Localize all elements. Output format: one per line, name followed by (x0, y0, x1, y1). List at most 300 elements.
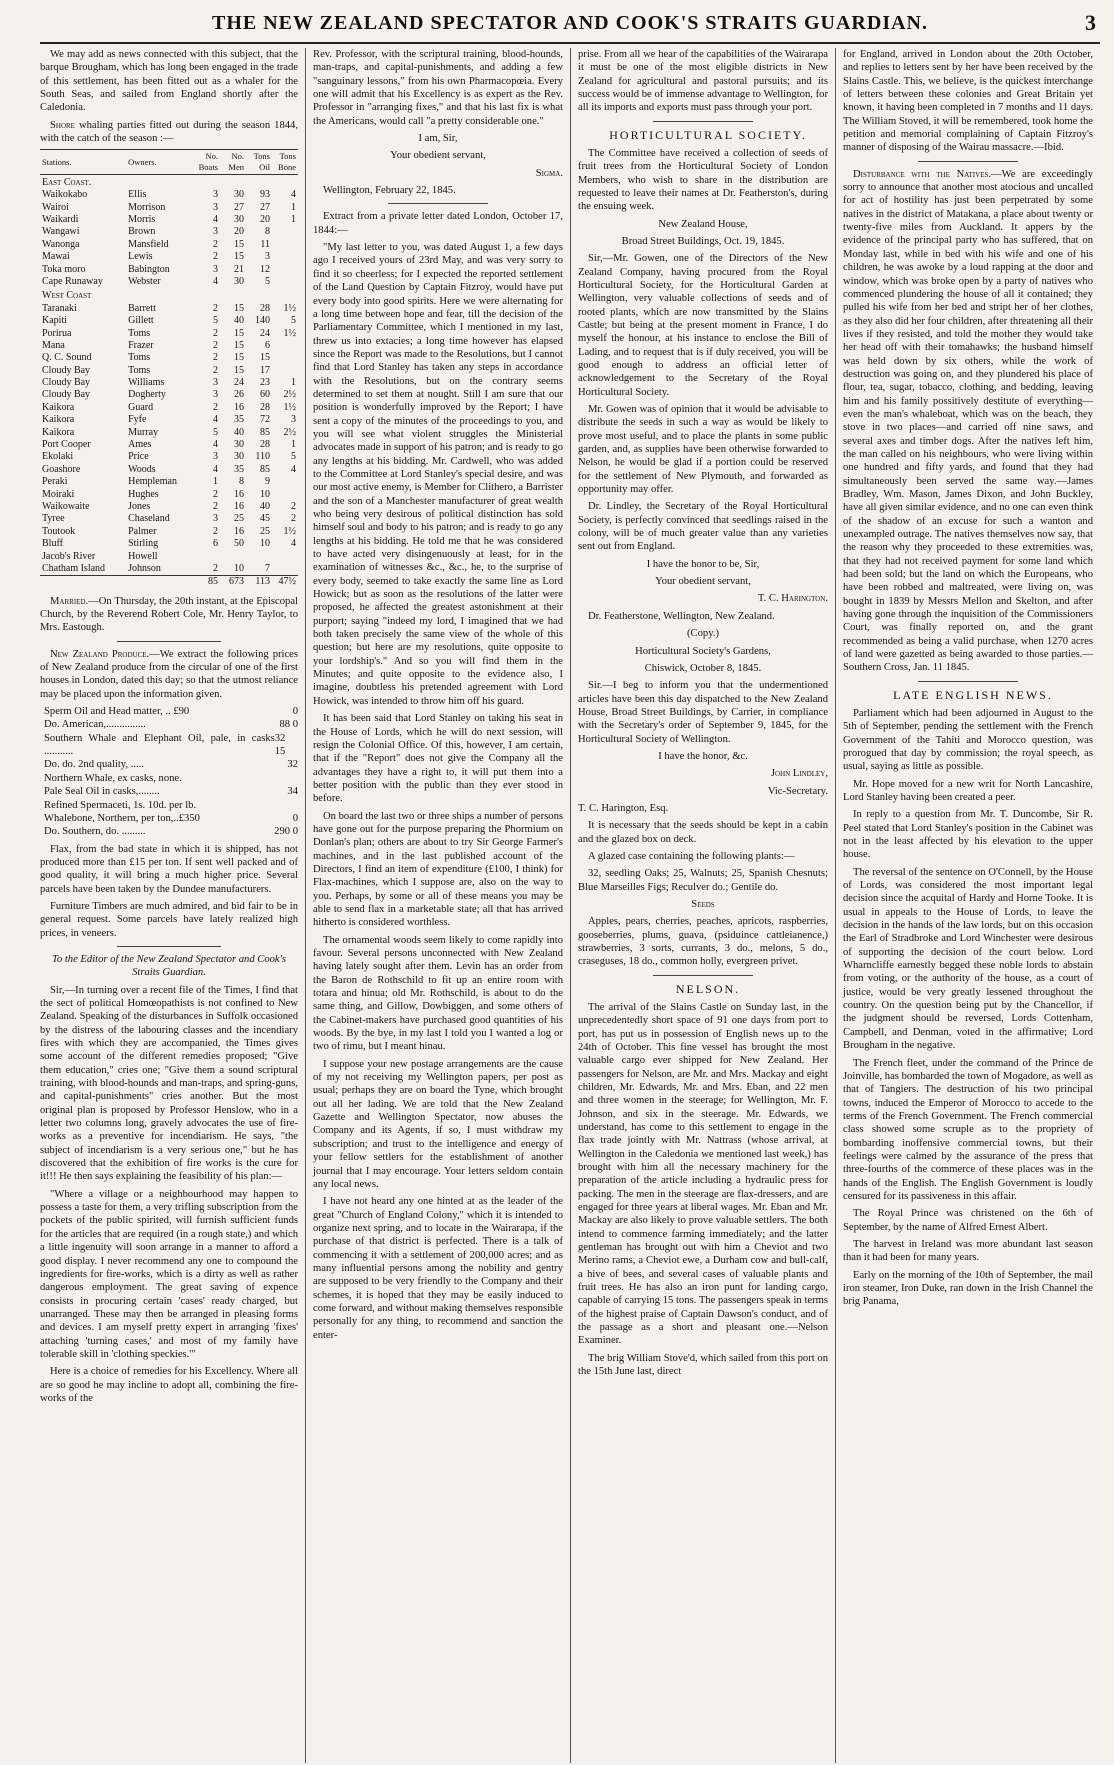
table-cell: 24 (260, 327, 270, 339)
table-cell: 5 (291, 315, 296, 327)
table-cell: Williams (128, 377, 165, 389)
table-cell (220, 551, 246, 563)
table-row (40, 189, 298, 201)
divider (918, 681, 1018, 682)
section-heading-late-news: LATE ENGLISH NEWS. (893, 687, 1053, 702)
table-cell: 21 (234, 263, 244, 275)
letter-signature: Sigma. (535, 167, 563, 179)
table-cell: 16 (234, 525, 244, 537)
table-cell: Waikardi (42, 213, 79, 225)
table-cell: 30 (234, 439, 244, 451)
table-cell: 27 (260, 201, 270, 213)
table-cell: 2 (291, 500, 296, 512)
nelson-article: The brig William Stove'd, which sailed from this port on the 15th June last, direct (578, 1352, 828, 1378)
price-item: Sperm Oil and Head matter, .. £90 (44, 706, 190, 718)
table-cell: Toka moro (42, 263, 86, 275)
table-cell: 2 (213, 488, 218, 500)
table-cell: Toms (128, 352, 151, 364)
table-cell: Brown (128, 226, 156, 238)
table-cell (272, 251, 298, 263)
shore-lead: Shore (50, 119, 75, 131)
table-cell: Mansfield (128, 238, 169, 250)
table-row (40, 303, 298, 315)
table-cell: 2 (213, 339, 218, 351)
table-cell: 23 (260, 377, 270, 389)
table-row (40, 551, 298, 563)
table-cell: Howell (128, 550, 158, 562)
letter-body: Sir,—In turning over a recent file of the Times, I find that the sect of political Homœopathists is not confined to New Zealand. Speaking of the disturbances in Suffolk occasioned by the distress of the labouring classes and the incendiary fires with which they are accompanied, the Times gives some account of the different remedies proposed; "Give them education," cries one; "Give them a sound scriptural training, with blood-hounds and man-traps, and spring-guns, and capital-punishments" cries another. But the most original plan is proposed by Professor Henslow, who in a letter two columns long, gravely advocates the use of fire-works as a preventive for incendiarism. He says, "the subject of incendiarism is a very serious one," but he has discovered that the exhibition of fire works is the cure for it!!! He then says explaining the feasibility of his plan:— (40, 984, 298, 1183)
late-news-item: Early on the morning of the 10th of September, the mail iron steamer, Iron Duke, ran down in the Irish Channel the brig Panama, (843, 1269, 1093, 1308)
header-oil: Tons Oil (246, 150, 272, 174)
article-timber: Furniture Timbers are much admired, and bid fair to be in general request. Some parcels have lately realized high prices, in veneers. (40, 900, 298, 939)
table-cell: Frazer (128, 339, 154, 351)
table-cell: Barrett (128, 302, 156, 314)
table-cell: 3 (291, 414, 296, 426)
price-row (40, 772, 298, 785)
table-total-cell: 47½ (272, 576, 298, 589)
table-cell: 1 (291, 201, 296, 213)
letter-body: Here is a choice of remedies for his Excellency. Where all are so good he may incline to adopt all, combining the fire-works of the (40, 1366, 298, 1404)
table-cell: 6 (265, 339, 270, 351)
table-row (40, 377, 298, 389)
table-cell: 60 (260, 389, 270, 401)
table-cell: 5 (213, 315, 218, 327)
table-cell: Mawai (42, 251, 70, 263)
table-cell: Fyfe (128, 414, 147, 426)
table-row (40, 251, 298, 263)
section-heading-horticultural: HORTICULTURAL SOCIETY. (609, 127, 807, 142)
table-cell: 4 (291, 189, 296, 201)
price-value: 0 (292, 706, 298, 718)
table-cell: 28 (260, 439, 270, 451)
table-row (40, 202, 298, 214)
table-cell: Bluff (42, 538, 63, 550)
table-cell: 1½ (283, 302, 296, 314)
price-row (40, 705, 298, 718)
table-cell: Palmer (128, 525, 157, 537)
table-cell: 30 (234, 275, 244, 287)
table-cell: 16 (234, 401, 244, 413)
table-section-label: East Coast. (42, 176, 92, 188)
table-cell (272, 365, 298, 377)
table-cell: 4 (291, 463, 296, 475)
table-cell: Wangawi (42, 226, 80, 238)
whaling-table-body (40, 174, 298, 588)
table-cell: 26 (234, 389, 244, 401)
table-cell: 3 (213, 226, 218, 238)
table-row (40, 439, 298, 451)
table-cell: 5 (291, 451, 296, 463)
table-section-row (40, 288, 298, 302)
seeds-note: It is necessary that the seeds should be kept in a cabin and the glazed box on deck. (578, 820, 828, 845)
disturbance-text: —We are exceedingly sorry to announce that another most atocious and uncalled for act of hostility has just been perpetrated by some natives in the district of Matakana, a place about twenty or twenty-five miles from Auckland. It appers by the evidence of the principal party who has suffered, that on Monday last, while in bed with his wife and one of his children, he was awoke by a loud rapping at the door and window, which was broke open by a party of natives who commenced plundering the house of all it contained; they pulled his wife from her bed and stript her of her clothes, as they also did her four children, after threatening all their lives if they resisted, and told the mother they would take her head off with their tomahawks; the husband himself was held down by six others, while the work of destruction was going on, and they plundered his place of flour, tea, sugar, tobacco, clothing, and bedding, leaving him and his family possitively destitute of everything—even the man's whaleboat, which was on the beach, they stove in two places—and carried off nine saws, and several axes and timber dogs. After the natives left him, the man called on his neighbours, who were living within one hundred and fifty yards, and found that they had simultaneously been served the same way.—James Bradley, Wm. Mason, James Dixon, and John Buckley, have all given similar evidence, and no one can even think of the shadow of an excuse for such a wanton and unexampled outrage. The natives themselves now say, that the reason why they proceeded to these extremities was, that they had not received payment for some land which had been sold; but the land on which the Europeans, who have been robbed and maltreated, were living on, was bought in 1839 by Messrs Mellon and Skelton, and after having gone through the inquisition of the Commissioners Court, was finally reported on, and the grant recommended as being a valid purchase, when 1270 acres of land were gazetted as being awarded to those parties.—Southern Cross, Jan. 11 1845. (843, 168, 1093, 674)
letter-dateline: Wellington, February 22, 1845. (323, 185, 456, 197)
table-cell: Goashore (42, 463, 81, 475)
price-row (40, 732, 298, 759)
table-cell: Murray (128, 426, 159, 438)
copy-address: Horticultural Society's Gardens, (635, 645, 771, 657)
table-row (40, 427, 298, 439)
horticultural-signoff: I have the honor to be, Sir, (646, 558, 760, 570)
table-cell: 10 (260, 488, 270, 500)
price-item: Do. American,............... (44, 719, 146, 731)
copy-signature: John Lindley, (770, 768, 828, 780)
late-news-item: The harvest in Ireland was more abundant last season than it had been for many years. (843, 1238, 1093, 1264)
table-cell: Guard (128, 401, 154, 413)
table-cell (272, 352, 298, 364)
horticultural-intro: The Committee have received a collection of seeds of fruit trees from the Horticultural Society of London Members, who wish to share in the distribution are requested to leave their names at Dr. Featherston's, during the ensuing week. (578, 147, 828, 213)
copy-recipient: T. C. Harington, Esq. (578, 802, 669, 814)
married-lead: Married. (50, 595, 89, 607)
table-cell: 16 (234, 488, 244, 500)
copy-signoff: I have the honor, &c. (658, 750, 748, 762)
table-cell: 3 (265, 251, 270, 263)
table-cell: 17 (260, 364, 270, 376)
table-cell: 35 (234, 414, 244, 426)
nelson-continued: for England, arrived in London about the 20th October, and replies to letters sent by her have been received by the Slains Castle. This, we believe, is the quickest interchange of letters between these colonies and Great Britain yet known, it having been completed in 7 months and 11 days. The William Stoved, it will be remembered, took home the petition and memorial complaining of Captain Fitzroy's manner of disposing of the Wairau massacre.—Ibid. (843, 49, 1093, 154)
table-cell: 2 (213, 352, 218, 364)
table-cell: 25 (260, 525, 270, 537)
columns (40, 48, 1100, 1763)
table-cell: 5 (265, 275, 270, 287)
horticultural-recipient: Dr. Featherstone, Wellington, New Zealand. (588, 610, 775, 622)
produce-lead: New Zealand Produce. (50, 648, 150, 660)
table-cell: Ames (128, 439, 152, 451)
seeds-heading: Seeds (691, 899, 715, 911)
table-cell: Toutook (42, 525, 76, 537)
table-cell: 40 (234, 426, 244, 438)
table-cell: 72 (260, 414, 270, 426)
price-item: Northern Whale, ex casks, none. (44, 772, 182, 784)
table-cell: 140 (255, 315, 270, 327)
extract-body: I have not heard any one hinted at as the leader of the great "Church of England Colony," which it is intended to organize next spring, and to locate in the Wairarapa, if the purchase of that district is perfected. There is a talk of commencing it with a settlement of 200,000 acres; and as many influential persons among the nobility and gentry are supposed to be very friendly to the Company and their schemes, it is hoped that they may be easily induced to come forward, and without making themselves responsible personally for any thing, to recommend and sanction the enter- (313, 1196, 563, 1341)
table-cell: 1 (291, 377, 296, 389)
price-value: 32 (287, 759, 298, 771)
table-row (40, 352, 298, 364)
table-cell: 2 (291, 513, 296, 525)
table-cell (272, 476, 298, 488)
price-item: Whalebone, Northern, per ton,..£350 (44, 812, 200, 824)
table-cell: 30 (234, 189, 244, 201)
table-cell: 2 (213, 364, 218, 376)
price-list (40, 705, 298, 838)
table-cell: 40 (260, 500, 270, 512)
table-row (40, 315, 298, 327)
page-number: 3 (1085, 10, 1096, 35)
article-brougham: We may add as news connected with this subject, that the barque Brougham, which has long been engaged in the trade of this settlement, has been fitted out as a whaler for the South Seas, and sailed from England shortly after the Caledonia. (40, 49, 298, 114)
article-shore-whaling (40, 119, 298, 146)
table-cell (272, 489, 298, 501)
table-cell: Wanonga (42, 238, 80, 250)
table-cell: 16 (234, 500, 244, 512)
header-owners: Owners. (126, 150, 194, 174)
table-cell: 2 (213, 302, 218, 314)
table-cell: 15 (234, 302, 244, 314)
table-cell: Waikokabo (42, 189, 88, 201)
letter-quote: "Where a village or a neighbourhood may happen to possess a taste for them, a very trifling subscription from the pockets of the public spirited, will furnish sufficient funds for the articles that are required (in a rough state,) and which a little ingenuity will soon arrange in a manner to afford a good display. I never recommend any one to compound the ingredients for fire-works, which is a dirty as well as rather dangerous employment. The great saving of expence consists in procuring certain 'cases' ready charged, but unarranged. These may then be arranged in pleasing forms and devices. I am myself pretty expert in arranging 'fixes' attaching 'turning cases,' and most of my family have tolerable skill in 'clothing speckies.'" (40, 1188, 298, 1360)
divider (117, 946, 220, 947)
table-cell: Kaikora (42, 401, 75, 413)
table-cell: 3 (213, 389, 218, 401)
price-value: 88 0 (279, 719, 298, 731)
table-cell: 4 (213, 275, 218, 287)
table-cell: 1 (291, 439, 296, 451)
table-cell: Woods (128, 463, 156, 475)
horticultural-signature: T. C. Harington. (757, 593, 828, 605)
price-value: 290 0 (274, 826, 298, 838)
table-cell: Johnson (128, 562, 161, 574)
table-row (40, 538, 298, 550)
table-cell: Port Cooper (42, 439, 91, 451)
header-stations: Stations. (40, 150, 126, 174)
price-item: Southern Whale and Elephant Oil, pale, in casks ........... (44, 732, 275, 758)
divider (653, 975, 753, 976)
extract-body: "My last letter to you, was dated August 1, a few days ago I received yours of 23rd May, and was very sorry to find it so cheerless; for I expected the reported settlement of the Land Question by Captain Fitzroy, would have put every body into good spirits. Here we were alternating for a long time between hope and fear, till the decision of the Parliamentary Committee, which I mentioned in my last, threw us into extacies; a long time however has elapsed since the Report was made to the Resolutions, but I cannot find that Lord Stanley has taken any steps in accordance with the Resolutions, but on the contrary seems determined to set them at nought. Still I am sure that our position is wonderfully improved by the Report; I have sent a copy of the minutes of the proceedings to you, and you will see what violent struggles the Ministerial advocates made in support of his patron; and is ready to go any lengths at his bidding. Mr. Cardwell, who was added to the Committee at Lord Stanley's special desire, and was our most active enemy, is Member for Clithero, a Barrister and the son of a Manchester manufacturer of great wealth who being very desirous of political distinction has sold himself soul and body to his patron; and is ready to go any lengths at his bidding. He told me that he was considered to have acted very disingenuously at least, for in the examination of witnesses &c., &c., he, to the surprise of every body, seemed to take exactly the same line as Lord Howick; but as soon as the resolutions of the latter were proposed, he affected the greatest astonishment at their purport; saying "indeed my lord, I imagined that we had both taken precisely the same view of the whole of this question; but here are my resolutions, quite opposite to your lordship's." And so you will find them in the Minutes; and quite opposite to the evidence also, I imagine, doubtless his pretended agreement with Lord Howick, was intended to throw him off his guard. (313, 242, 563, 707)
table-cell: 15 (234, 364, 244, 376)
horticultural-letter: Mr. Gowen was of opinion that it would be advisable to distribute the seeds in such a way as would be likely to prove most useful, and to place the plants in some public garden, and, as supplies have been otherwise forwarded to Nelson, he would be glad if a portion could be reserved for the settlement of New Plymouth, and forwarded as opportunity may offer. (578, 404, 828, 496)
table-row (40, 328, 298, 340)
table-cell: 4 (291, 538, 296, 550)
extract-heading: Extract from a private letter dated London, October 17, 1844:— (313, 211, 563, 236)
table-cell: Lewis (128, 251, 153, 263)
late-news-item: Parliament which had been adjourned in August to the 5th of September, pending the settlement with the French Government of the Tahiti and Morocco question, was prorogued that day by commission; the royal speech, as usual, saying as little as possible. (843, 707, 1093, 773)
table-cell: 4 (213, 213, 218, 225)
table-row (40, 226, 298, 238)
table-cell: 2 (213, 401, 218, 413)
table-cell: 1½ (283, 401, 296, 413)
table-cell: 15 (260, 352, 270, 364)
table-cell: 15 (234, 251, 244, 263)
table-cell: Tyree (42, 513, 65, 525)
table-cell: Kapiti (42, 315, 67, 327)
table-cell: Toms (128, 327, 151, 339)
table-cell: 5 (213, 426, 218, 438)
table-row (40, 489, 298, 501)
price-row (40, 799, 298, 812)
table-cell: 4 (213, 463, 218, 475)
extract-continued: prise. From all we hear of the capabilities of the Wairarapa it must be one of the most eligible districts in New Zealand for agricultural and pastoral pursuits; and its success would be of immense advantage to Wellington, for all its imports and exports must pass through your port. (578, 49, 828, 114)
copy-signature-title: Vic-Secretary. (767, 785, 828, 797)
late-news-item: The reversal of the sentence on O'Connell, by the House of Lords, was considered the most important legal decision since the acquital of Hardy and Horne Tooke. It is usual in appeals to the House of Lords, to leave the decision in the hands of the law lords, but on this occasion the Earl of Stradbroke and Lord Winchester were desirous of supporting the decision of the court below. Lord Wharncliffe earnestly begged these noble lords to abstain from voting, or the authority of the house, as a court of justice, would be very greatly lessened throughout the country. On the question being put by the Chancellor, if the judgment should be reversed, Lords Cottenham, Campbell, and Denman, voted in the affirmative; Lord Brougham in the negative. (843, 866, 1093, 1052)
article-disturbance (843, 168, 1093, 675)
price-item: Do. Southern, do. ......... (44, 826, 146, 838)
table-cell: Morris (128, 213, 156, 225)
table-cell: Hempleman (128, 476, 177, 488)
table-cell: Mana (42, 339, 65, 351)
glazed-case: A glazed case containing the following plants:— (588, 850, 795, 862)
table-cell: 15 (234, 327, 244, 339)
table-cell: 4 (213, 439, 218, 451)
table-cell: 85 (260, 426, 270, 438)
table-cell (272, 551, 298, 563)
price-value: 32 15 (274, 732, 286, 758)
table-cell: Peraki (42, 476, 68, 488)
table-cell: 2½ (283, 426, 296, 438)
extract-body: On board the last two or three ships a number of persons have gone out for the purpose preparing the Phormium on Donlan's plan; others are about to try Sir George Farmer's machines, and in the last published account of the Directors, I find an item of expenditure (£100, I think) for Flax-machines, which I suppose are, also on the way to you. Perhaps, by some or all of these means you may be able to send flax in a marketable state; all that has arrived hitherto is considered worthless. (313, 810, 563, 929)
table-row (40, 402, 298, 414)
masthead (40, 8, 1100, 44)
table-cell: 15 (234, 339, 244, 351)
table-row (40, 264, 298, 276)
table-cell (246, 551, 272, 563)
table-cell: 2 (213, 238, 218, 250)
price-row (40, 718, 298, 731)
table-cell (194, 551, 220, 563)
price-row (40, 758, 298, 771)
divider (388, 203, 488, 204)
horticultural-letter: Dr. Lindley, the Secretary of the Royal Horticultural Society, is perfectly convinced that seedlings raised in the colony, will be of much greater value than any varieties sent out from England. (578, 501, 828, 553)
copy-letter: Sir.—I beg to inform you that the undermentioned articles have been this day dispatched to the New Zealand House, Broad Street Buildings, by Carrier, in compliance with the Secretary's order of September 9, 1845, for the Horticultural Society of Wellington. (578, 680, 828, 745)
table-row (40, 526, 298, 538)
whaling-table-header (40, 150, 298, 174)
table-cell: Price (128, 451, 149, 463)
table-cell: 1 (291, 213, 296, 225)
table-total-row (40, 576, 298, 589)
table-cell: 50 (234, 538, 244, 550)
table-cell: 3 (213, 377, 218, 389)
table-cell: 20 (234, 226, 244, 238)
table-cell: Gillett (128, 315, 154, 327)
table-row (40, 476, 298, 488)
header-bone: Tons Bone (272, 150, 298, 174)
header-men: No. Men (220, 150, 246, 174)
table-cell: 7 (265, 562, 270, 574)
table-total-cell: 85 (194, 576, 220, 589)
table-cell (272, 264, 298, 276)
price-row (40, 812, 298, 825)
table-row (40, 414, 298, 426)
table-cell: Webster (128, 275, 161, 287)
late-news-item: The French fleet, under the command of the Prince de Joinville, has bombarded the town of Mogadore, as well as that of Tangiers. The destruction of his two principal towns, induced the Emperor of Morocco to accede to the terms of the French Government. The French commercial class showed some scruple as to the propriety of bombarding inoffensive commercial towns, but their feelings were calmed by the assurance of the press that three-fourths of the commerce of these places was in the hands of the English. The English Government is loudly censured for its passiveness in this affair. (843, 1057, 1093, 1202)
table-row (40, 365, 298, 377)
table-cell: 85 (260, 463, 270, 475)
table-cell: Moiraki (42, 488, 75, 500)
divider (653, 121, 753, 122)
price-row (40, 785, 298, 798)
price-row (40, 825, 298, 838)
table-cell: 3 (213, 513, 218, 525)
letter-signoff: I am, Sir, (418, 133, 458, 145)
table-cell: 3 (213, 189, 218, 201)
horticultural-signoff: Your obedient servant, (655, 576, 751, 588)
table-cell: Stirling (128, 538, 159, 550)
article-married (40, 595, 298, 635)
table-cell: 2½ (283, 389, 296, 401)
divider (918, 161, 1018, 162)
price-item: Do. do. 2nd quality, ..... (44, 759, 144, 771)
table-cell: Cloudy Bay (42, 377, 91, 389)
table-cell: Hughes (128, 488, 159, 500)
column-1 (40, 48, 305, 1763)
table-cell: Kaikora (42, 414, 75, 426)
extract-body: It has been said that Lord Stanley on taking his seat in the House of Lords, which he will do next session, will resign the Colonial Office. Of this, however, I am certain, that if the "Report" does not give the Company all the advantages they have a right to, it will put them into a better position with the public than they ever stood in before. (313, 713, 563, 805)
table-cell: 8 (239, 476, 244, 488)
table-cell: 25 (234, 513, 244, 525)
masthead-title: THE NEW ZEALAND SPECTATOR AND COOK'S STRAITS GUARDIAN. (212, 12, 928, 34)
table-row (40, 276, 298, 288)
table-cell: 11 (260, 238, 270, 250)
table-cell: Cloudy Bay (42, 364, 91, 376)
table-cell: 45 (260, 513, 270, 525)
table-cell: 93 (260, 189, 270, 201)
table-cell: Cape Runaway (42, 275, 103, 287)
table-row (40, 214, 298, 226)
table-cell: Ekolaki (42, 451, 74, 463)
plants-list: 32, seedling Oaks; 25, Walnuts; 25, Spanish Chesnuts; Blue Marseilles Figs; Reculver do.; Gentile do. (578, 868, 828, 893)
table-cell: Taranaki (42, 302, 77, 314)
table-cell (272, 563, 298, 576)
table-cell: 3 (213, 451, 218, 463)
table-cell: Toms (128, 364, 151, 376)
table-cell: 2 (213, 500, 218, 512)
table-cell: 10 (234, 562, 244, 574)
table-cell: Babington (128, 263, 170, 275)
shore-text: whaling parties fitted out during the season 1844, with the catch of the season :— (40, 119, 298, 145)
table-cell: Chatham Island (42, 562, 106, 574)
table-cell: 1½ (283, 327, 296, 339)
price-item: Pale Seal Oil in casks,........ (44, 786, 160, 798)
table-cell: 6 (213, 538, 218, 550)
extract-body: I suppose your new postage arrangements are the cause of my not receiving my Wellington papers, per post as usual; perhaps they are on board the Tyne, which brought out all her lading. We are told that the New Zealand Gazette and Wellington Spectator, now abuses the Company and its Agents, if so, I must withdraw my subscription; and trust to the intelligence and energy of your fellow settlers for the establishment of another journal that I may encourage. Your letters seldom contain any local news. (313, 1058, 563, 1190)
table-cell: Ellis (128, 189, 147, 201)
table-row (40, 501, 298, 513)
column-4 (835, 48, 1100, 1763)
table-cell: 28 (260, 302, 270, 314)
horticultural-address: New Zealand House, (658, 218, 748, 230)
table-section-label: West Coast (42, 290, 92, 302)
table-row (40, 340, 298, 352)
table-cell: 110 (255, 451, 270, 463)
table-section-row (40, 174, 298, 189)
table-cell: 10 (260, 538, 270, 550)
copy-address: Chiswick, October 8, 1845. (644, 662, 762, 674)
table-cell: Waikowaite (42, 500, 90, 512)
table-cell: 3 (213, 201, 218, 213)
table-cell: Kaikora (42, 426, 75, 438)
table-cell: Jacob's River (42, 550, 96, 562)
table-cell: 40 (234, 315, 244, 327)
table-cell: Morrison (128, 201, 166, 213)
divider (117, 641, 220, 642)
table-cell: 20 (260, 213, 270, 225)
letter-continued: Rev. Professor, with the scriptural training, blood-hounds, man-traps, and capital-punishments, and adding a few "sanguinary lessons," from his own Pharmacopœia. Every one will admit that his Excellency is as expert as the Rev. Professor in "arranging fixes," and that his last fix is what the Americans, would call "a pretty considerable one." (313, 49, 563, 127)
table-row (40, 563, 298, 576)
letter-signoff: Your obedient servant, (390, 150, 486, 162)
column-3 (570, 48, 835, 1763)
table-row (40, 464, 298, 476)
disturbance-lead: Disturbance with the Natives. (853, 168, 992, 180)
table-row (40, 239, 298, 251)
table-cell: 15 (234, 352, 244, 364)
table-cell: 12 (260, 263, 270, 275)
table-row (40, 513, 298, 525)
table-cell (272, 226, 298, 238)
price-value: 0 (292, 812, 298, 824)
horticultural-address: Broad Street Buildings, Oct. 19, 1845. (621, 235, 785, 247)
article-produce (40, 648, 298, 701)
table-cell: 1 (213, 476, 218, 488)
nelson-article: The arrival of the Slains Castle on Sunday last, in the unprecedentedly short space of 91 one days from port to port, has put us in possession of English news up to the 24th of October. This fine vessel has brought the most valuable cargo ever shipped for New Zealand. Her passengers for Nelson, are Mr. and Mrs. Mackay and eight children, Mr. Edwards, Mr. and Mrs. Eban, and 22 men and three women in the steerage; for Wellington, Mr. F. Johnson, and six in the steerage. Mr. Edwards, we understand, has come to this settlement to engage in the flax trade jointly with Mr. Nattrass (whose arrival, at Wellington in the Caledonia we mentioned last week,) has brought with him all the necessary machinery for the preparation of the article including a hydraulic press for packing. The men in the steerage are flax-dressers, and are engaged for three years at liberal wages. Mr. Eban and Mr. Mackay are also likely to prove valuable settlers. The both intend to commence farming immediately; and the latter gentleman has brought out with him a Cheviot and two Merino rams, a Cheviot ewe, a Durham cow and bull-calf, a hive of bees, and several cases of valuable plants and fruit trees. He has also an iron punt for landing cargo, capable of carrying 15 tons. The passengers speak in terms of the highest praise of Captain Dawson's conduct, and of the passage as a short and pleasant one.—Nelson Examiner. (578, 1001, 828, 1347)
table-cell: 35 (234, 463, 244, 475)
table-cell: 30 (234, 451, 244, 463)
table-cell: 3 (213, 263, 218, 275)
horticultural-letter: Sir,—Mr. Gowen, one of the Directors of the New Zealand Company, having procured from the Royal Horticultural Society, for the Horticultural Garden at Wellington, very valuable collections of seeds and of rooted plants, which are now transmitted by the Slains Castle; but being at the present moment in France, I do myself the honour, at his instance to enclose the Bill of Lading, and to request that is if duly received, you will be good enough to address an official letter of acknowledgement to the Secretary of the Royal Horticultural Society. (578, 253, 828, 398)
late-news-item: In reply to a question from Mr. T. Duncombe, Sir R. Peel stated that Lord Stanley's position in the Cabinet was not in the least affected by his elevation to the upper house. (843, 809, 1093, 861)
table-cell: Porirua (42, 327, 72, 339)
table-cell: 28 (260, 401, 270, 413)
extract-body: The ornamental woods seem likely to come rapidly into favour. Several persons unconnected with New Zealand having lately sought after them. Levin has an order from the Baron de Rothschild to fit up an entire room with totara and hinua; old Mr. Rothschild, is about to do the same thing, and Gillow, Dowbiggen, and some others of the Cabinet-makers have purchased good quantities of his woods. By the bye, in my last I told you I wanted a log or two of rimu, but I meant hinau. (313, 934, 563, 1053)
seeds-list: Apples, pears, cherries, peaches, apricots, raspberries, gooseberries, plums, guava, (psiduince cattleianence,) strawberries, 3 sorts, currants, 3 do., melons, 5 do., craseguses, 18 do., common holly, evergreen privet. (578, 916, 828, 968)
